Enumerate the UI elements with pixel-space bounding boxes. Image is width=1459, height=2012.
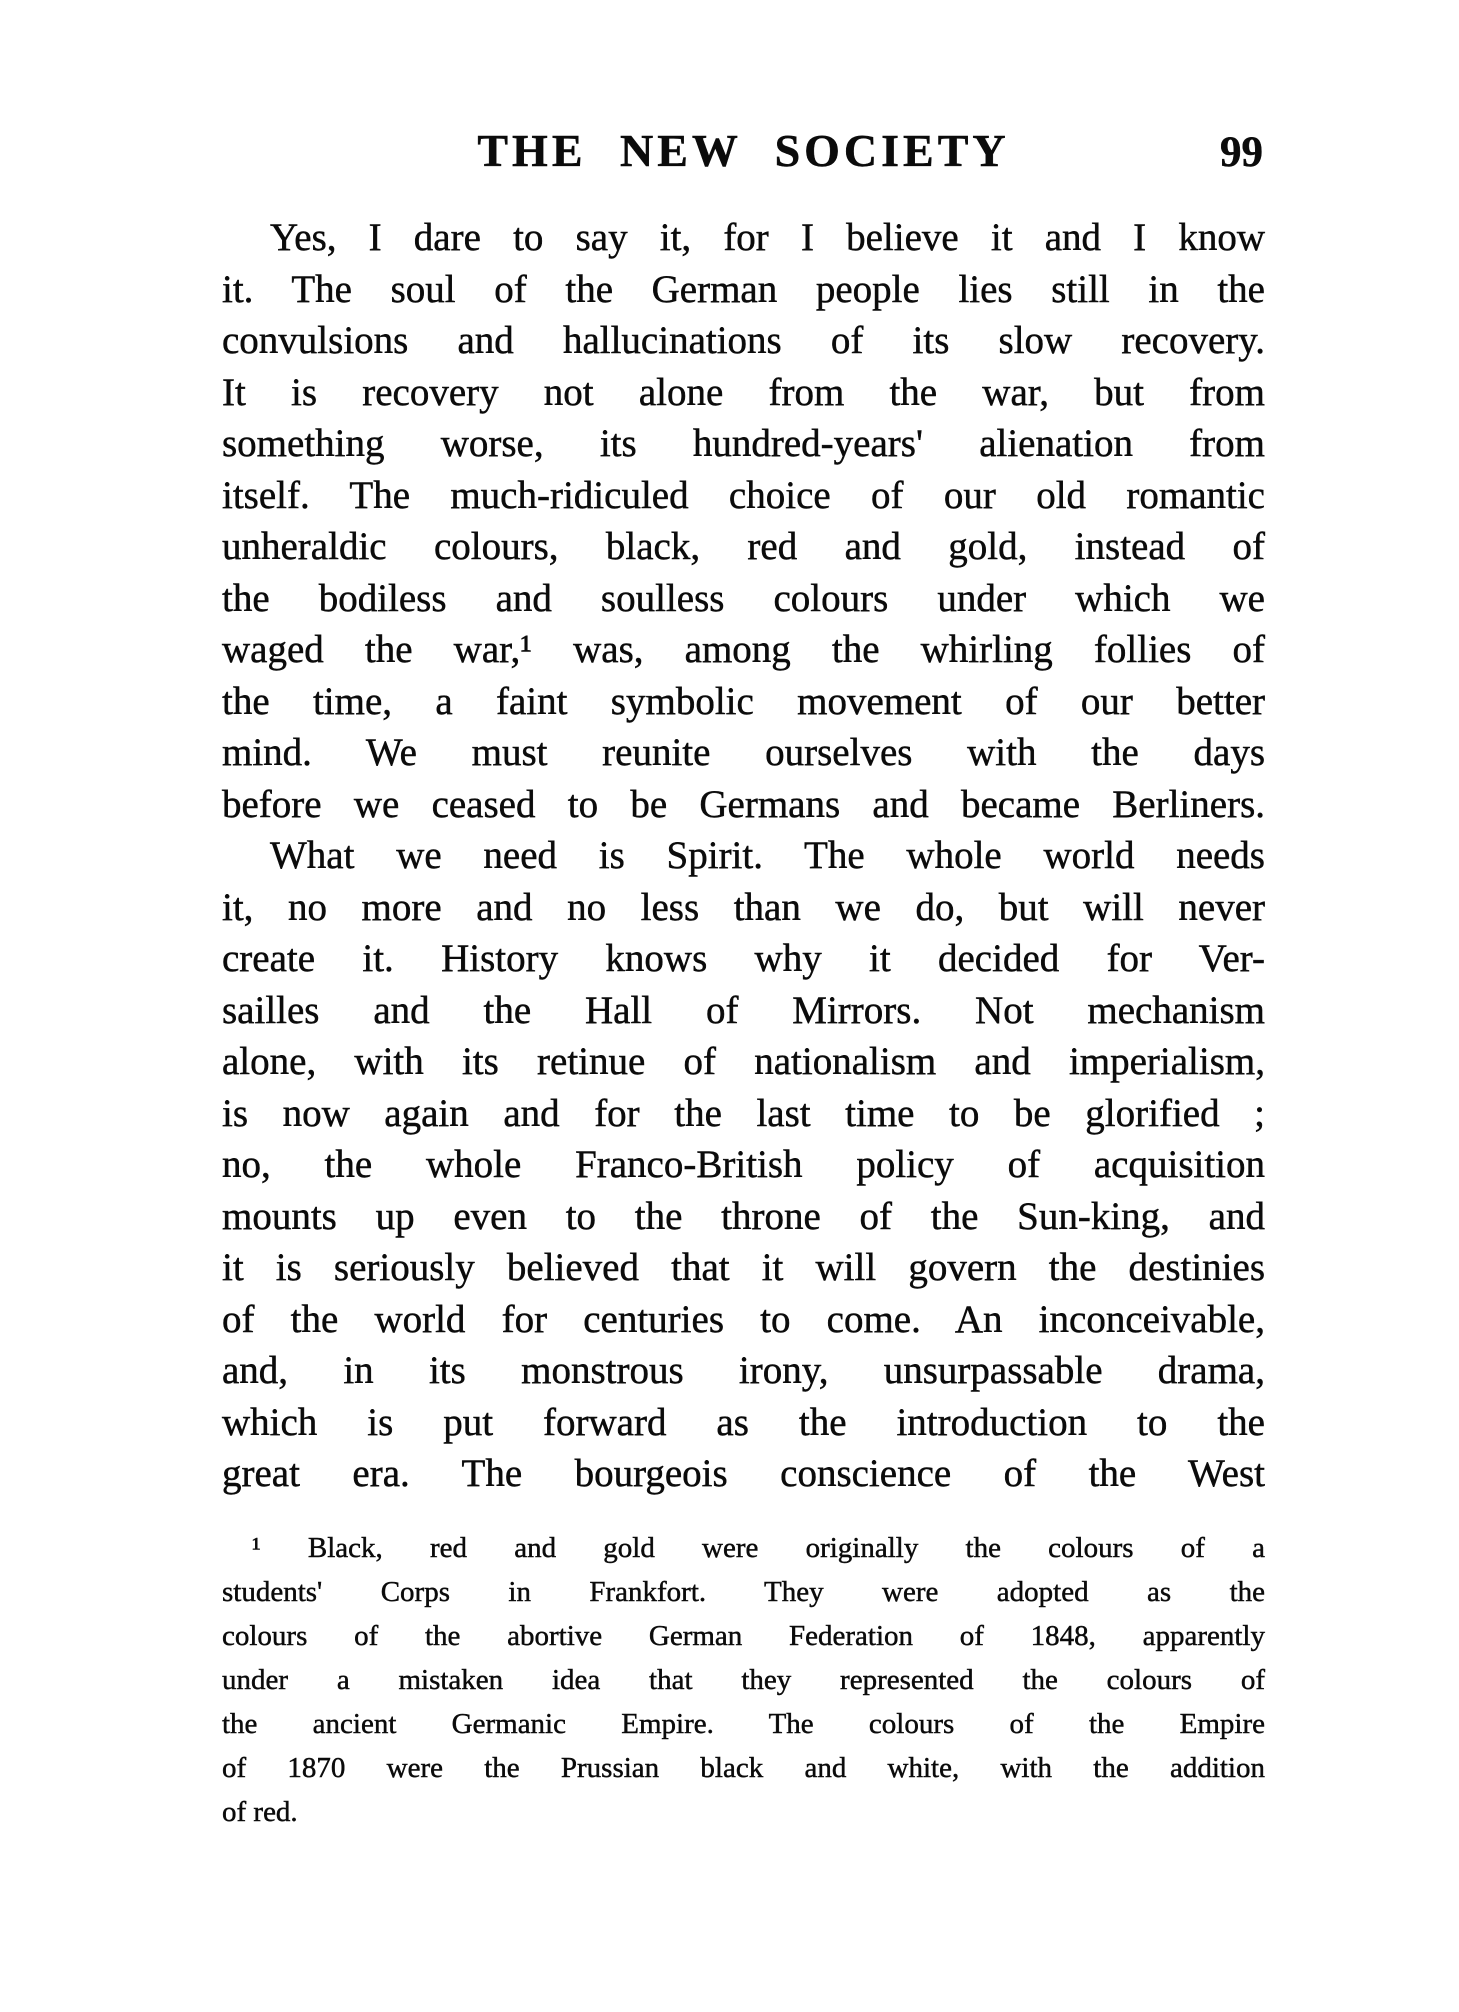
body-line: What we need is Spirit. The whole world needs [270,834,1265,877]
page-number: 99 [1220,129,1263,176]
footnote-line: of 1870 were the Prussian black and white, with the addition [222,1752,1265,1784]
body-line: the time, a faint symbolic movement of our better [222,679,1265,723]
footnote-line: colours of the abortive German Federation of 1848, apparently [222,1620,1265,1652]
body-line: waged the war,¹ was, among the whirling follies of [222,628,1265,671]
body-text [222,212,1265,1500]
running-title: THE NEW SOCIETY [477,125,1010,176]
body-line: of the world for centuries to come. An inconceivable, [222,1297,1265,1341]
body-line: it is seriously believed that it will govern the destinies [222,1246,1265,1289]
body-line: no, the whole Franco-British policy of acquisition [222,1143,1265,1186]
body-line: it. The soul of the German people lies still in the [222,267,1265,311]
body-line: the bodiless and soulless colours under which we [222,576,1265,620]
body-line: itself. The much-ridiculed choice of our old romantic [222,473,1265,517]
footnote-line: the ancient Germanic Empire. The colours of the Empire [222,1708,1265,1740]
body-line: create it. History knows why it decided for Ver- [222,937,1265,980]
page-header [222,126,1265,176]
body-line: it, no more and no less than we do, but will never [222,885,1265,929]
footnote-line: students' Corps in Frankfort. They were adopted as the [222,1576,1265,1608]
footnote-line: ¹ Black, red and gold were originally the colours of a [252,1532,1265,1564]
body-line: sailles and the Hall of Mirrors. Not mechanism [222,988,1265,1032]
footnote-line: of red. [222,1796,298,1828]
body-line: unheraldic colours, black, red and gold, instead of [222,525,1265,568]
body-line: Yes, I dare to say it, for I believe it and I know [270,216,1265,259]
footnote [222,1526,1265,1834]
body-line: something worse, its hundred-years' alienation from [222,422,1265,465]
body-line: It is recovery not alone from the war, but from [222,370,1265,414]
paragraph [222,212,1265,830]
body-line: which is put forward as the introduction to the [222,1400,1265,1444]
body-line: convulsions and hallucinations of its slow recovery. [222,319,1265,362]
body-line: before we ceased to be Germans and became Berliners. [222,782,1265,826]
body-line: alone, with its retinue of nationalism and imperialism, [222,1040,1265,1083]
body-line: is now again and for the last time to be glorified ; [222,1091,1265,1135]
paragraph [222,830,1265,1500]
body-line: mounts up even to the throne of the Sun-king, and [222,1194,1265,1238]
body-line: and, in its monstrous irony, unsurpassable drama, [222,1349,1265,1392]
footnote-line: under a mistaken idea that they represented the colours of [222,1664,1265,1696]
body-line: great era. The bourgeois conscience of the West [222,1452,1265,1495]
body-line: mind. We must reunite ourselves with the days [222,731,1265,774]
